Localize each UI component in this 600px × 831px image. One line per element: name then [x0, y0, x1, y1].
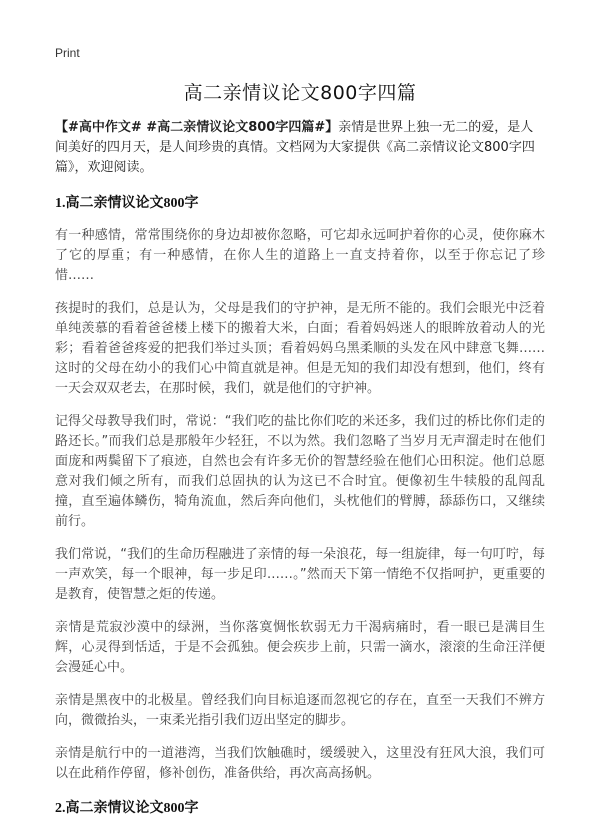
- intro-text: 亲情是世界上独一无二的爱，是人间美好的四月天，是人间珍贵的真情。文档网为大家提供《高二亲情议论文800字四篇》，欢迎阅读。: [55, 120, 535, 175]
- paragraph-1: 有一种感情，常常围绕你的身边却被你忽略，可它却永远呵护着你的心灵，使你麻木了它的厚重；有一种感情，在你人生的道路上一直支持着你，以至于你忘记了珍惜……: [55, 228, 545, 283]
- section-heading-1: 1.高二亲情议论文800字: [55, 196, 199, 211]
- paragraph-5: 亲情是荒寂沙漠中的绿洲，当你落寞惆怅软弱无力干渴病痛时，看一眼已是满目生辉，心灵得到恬适，于是不会孤独。便会疾步上前，只需一滴水，滚滚的生命汪洋便会漫延心中。: [55, 620, 545, 675]
- section-heading-2: 2.高二亲情议论文800字: [55, 801, 199, 816]
- paragraph-3: 记得父母教导我们时，常说：“我们吃的盐比你们吃的米还多，我们过的桥比你们走的路还长。”而我们总是那般年少轻狂，不以为然。我们忽略了当岁月无声溜走时在他们面庞和两鬓留下了痕迹，自然也会有许多无价的智慧经验在他们心田积淀。他们总愿意对我们倾之所有，而我们总固执的认为这已不合时宜。便像初生牛犊般的乱闯乱撞，直至遍体鳞伤，犄角流血，然后奔向他们，头枕他们的臂膊，舔舔伤口，又继续前行。: [55, 414, 545, 529]
- print-label[interactable]: Print: [55, 46, 80, 60]
- paragraph-6: 亲情是黑夜中的北极星。曾经我们向目标追逐而忽视它的存在，直至一天我们不辨方向，微微抬头，一束柔光指引我们迈出坚定的脚步。: [55, 693, 545, 728]
- paragraph-4: 我们常说，“我们的生命历程融进了亲情的每一朵浪花，每一组旋律，每一句叮咛，每一声欢笑，每一个眼神，每一步足印……。”然而天下第一情绝不仅指呵护，更重要的是教育，使智慧之炬的传递。: [55, 547, 545, 602]
- paragraph-2: 孩提时的我们，总是认为，父母是我们的守护神，是无所不能的。我们会眼光中泛着单纯羡慕的看着爸爸楼上楼下的搬着大米，白面；看着妈妈迷人的眼眸放着动人的光彩；看着爸爸疼爱的把我们举过头顶；看着妈妈乌黑柔顺的头发在风中肆意飞舞……这时的父母在幼小的我们心中简直就是神。但是无知的我们却没有想到，他们，终有一天会双双老去，在那时候，我们，就是他们的守护神。: [55, 301, 545, 396]
- intro-tags: 【#高中作文# #高二亲情议论文800字四篇#】: [55, 120, 339, 135]
- paragraph-7: 亲情是航行中的一道港湾，当我们饮触礁时，缓缓驶入，这里没有狂风大浪，我们可以在此稍作停留，修补创伤，准备供给，再次高高扬帆。: [55, 746, 545, 781]
- document-body: [55, 118, 545, 831]
- intro-paragraph: [55, 118, 545, 178]
- document-title: 高二亲情议论文800字四篇: [183, 82, 417, 104]
